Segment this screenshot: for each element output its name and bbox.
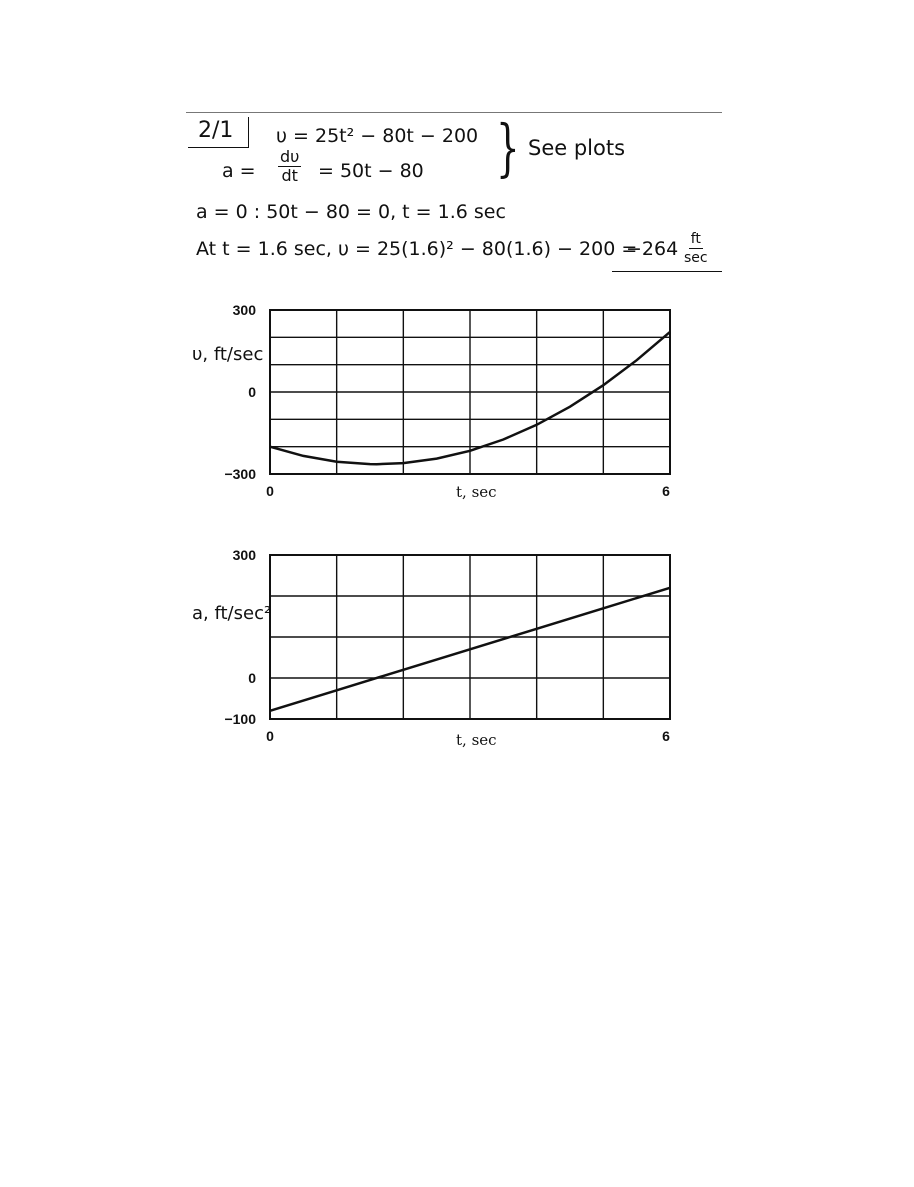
acceleration-y-tick-top: 300 <box>232 547 256 563</box>
answer-unit-numerator: ft <box>690 231 701 247</box>
acceleration-y-axis-label: a, ft/sec² <box>192 603 272 624</box>
answer-unit-denominator: sec <box>684 250 708 266</box>
velocity-y-tick-zero: 0 <box>248 384 256 400</box>
acceleration-y-tick-bottom: −100 <box>224 711 256 727</box>
acceleration-chart <box>192 547 670 749</box>
problem-number: 2/1 <box>198 118 234 143</box>
velocity-y-axis-label: υ, ft/sec <box>192 344 264 365</box>
velocity-y-tick-bottom: −300 <box>224 466 256 482</box>
velocity-x-tick-start: 0 <box>266 483 274 499</box>
velocity-x-tick-end: 6 <box>662 483 670 499</box>
acceleration-x-tick-end: 6 <box>662 728 670 744</box>
velocity-equation: υ = 25t² − 80t − 200 <box>276 125 479 147</box>
accel-equation-suffix: = 50t − 80 <box>318 160 424 182</box>
dv-dt-numerator: dυ <box>280 147 300 166</box>
accel-equation-prefix: a = <box>222 160 256 182</box>
velocity-y-tick-top: 300 <box>232 302 256 318</box>
acceleration-grid <box>270 555 670 719</box>
dv-dt-denominator: dt <box>281 166 298 185</box>
velocity-answer: −264 <box>626 238 679 260</box>
velocity-grid <box>270 310 670 474</box>
brace-symbol: } <box>496 111 520 184</box>
see-plots-note: See plots <box>528 136 626 160</box>
velocity-x-axis-label: t, sec <box>456 483 497 501</box>
velocity-chart <box>192 302 670 501</box>
acceleration-x-tick-start: 0 <box>266 728 274 744</box>
zero-accel-line: a = 0 : 50t − 80 = 0, t = 1.6 sec <box>196 201 506 223</box>
acceleration-x-axis-label: t, sec <box>456 731 497 749</box>
velocity-at-t-line: At t = 1.6 sec, υ = 25(1.6)² − 80(1.6) − 200 = <box>196 238 638 260</box>
acceleration-y-tick-zero: 0 <box>248 670 256 686</box>
